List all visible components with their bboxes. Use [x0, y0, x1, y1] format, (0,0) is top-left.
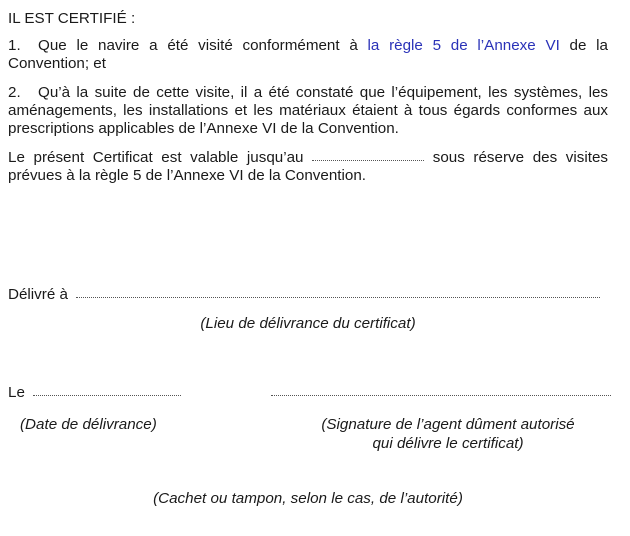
item-2-text: Qu’à la suite de cette visite, il a été constaté que l’équipement, les systèmes, les aménagements, les installations et les matériaux étaient à tous égards conformes aux prescriptions applicables de l’Annexe VI de la Convention.: [8, 84, 608, 137]
signature-blank[interactable]: [271, 394, 611, 396]
item-1-text-before: Que le navire a été visité conformément à: [38, 37, 368, 54]
certificate-page: [8, 10, 608, 196]
item-1-text-after: de la Convention; et: [8, 37, 608, 72]
validity-date-blank[interactable]: [312, 159, 424, 161]
signature-caption-line-1: (Signature de l’agent dûment autorisé: [321, 416, 575, 433]
date-blank[interactable]: [33, 394, 181, 396]
item-1-number: 1.: [8, 37, 21, 54]
seal-caption: (Cachet ou tampon, selon le cas, de l’autorité): [153, 490, 463, 507]
signature-caption-line-2: qui délivre le certificat): [372, 435, 524, 452]
rule-5-annex-vi-link[interactable]: la règle 5 de l’Annexe VI: [367, 37, 560, 54]
validity-text-after: sous réserve des visites prévues à la règle 5 de l’Annexe VI de la Convention.: [8, 149, 608, 184]
validity-statement: [8, 149, 608, 185]
issued-at-row: [8, 286, 608, 304]
date-label: Le: [8, 384, 25, 401]
validity-text-before: Le présent Certificat est valable jusqu’au: [8, 149, 313, 166]
date-caption: (Date de délivrance): [20, 416, 157, 433]
issued-at-blank[interactable]: [76, 296, 600, 298]
issued-at-label: Délivré à: [8, 286, 68, 303]
issued-at-caption: (Lieu de délivrance du certificat): [200, 315, 416, 332]
item-2: [8, 84, 608, 138]
item-2-number: 2.: [8, 84, 21, 101]
certification-heading: IL EST CERTIFIÉ :: [8, 10, 136, 27]
item-1: [8, 37, 608, 73]
date-signature-row: [8, 384, 608, 402]
